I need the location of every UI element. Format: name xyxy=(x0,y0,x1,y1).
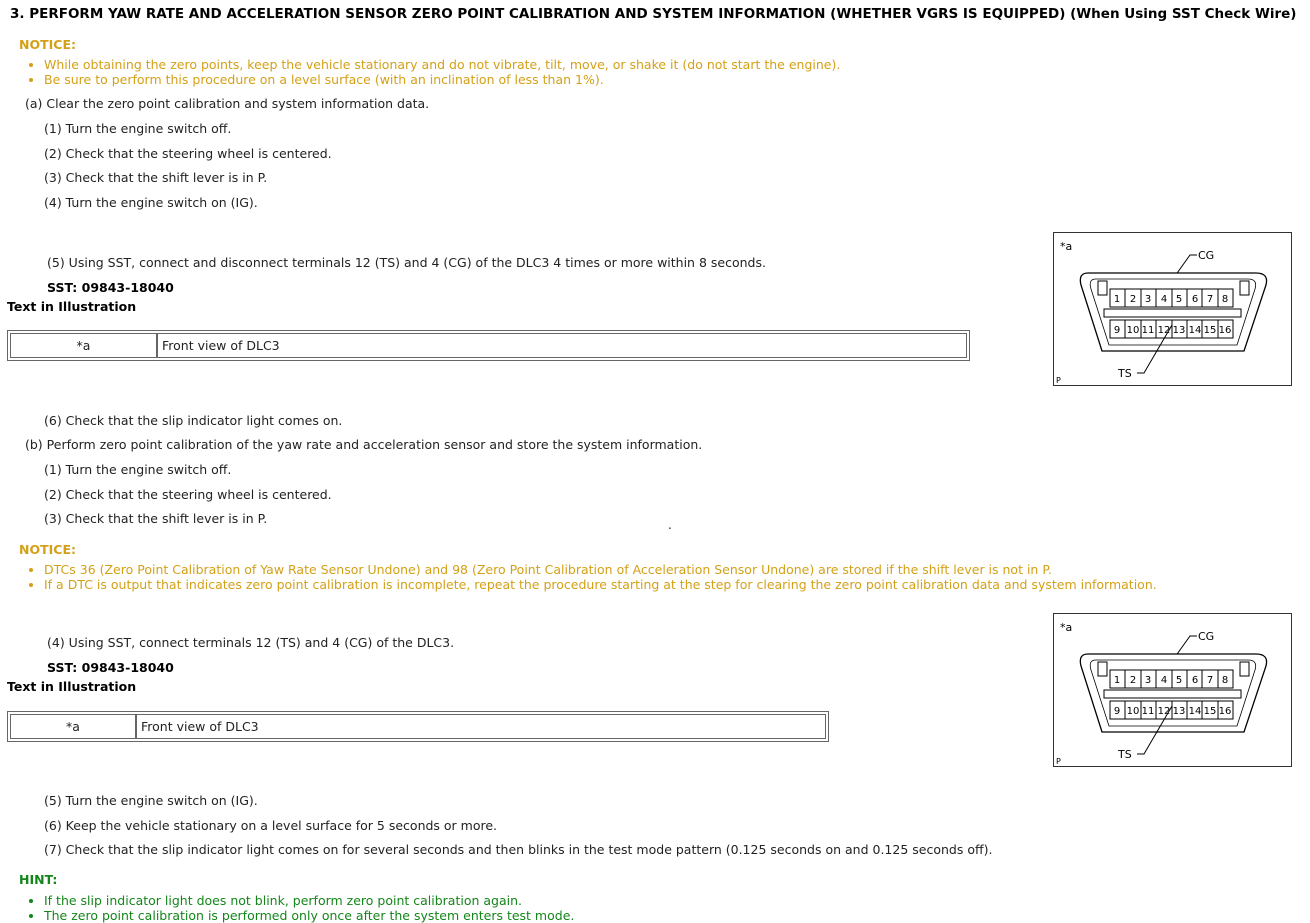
legend-key: *a xyxy=(10,714,136,739)
step-item: (4) Turn the engine switch on (IG). xyxy=(44,195,258,210)
notice-heading: NOTICE: xyxy=(19,37,76,52)
pin-label: 3 xyxy=(1144,675,1152,686)
pin-label: 16 xyxy=(1218,325,1232,336)
step-item: (1) Turn the engine switch off. xyxy=(44,462,232,477)
pin-label: 10 xyxy=(1126,325,1140,336)
pin-label: 14 xyxy=(1188,325,1202,336)
pin-label: 6 xyxy=(1191,294,1199,305)
step-item: (1) Turn the engine switch off. xyxy=(44,121,232,136)
pin-label: 6 xyxy=(1191,675,1199,686)
step-item: (7) Check that the slip indicator light comes on for several seconds and then blinks in the test mode pattern (0.125 seconds on and 0.125 seconds off). xyxy=(44,842,993,857)
step-item: (3) Check that the shift lever is in P. xyxy=(44,511,268,526)
legend-value: Front view of DLC3 xyxy=(157,333,967,358)
pin-label: 11 xyxy=(1141,706,1155,717)
illustration-legend-table xyxy=(7,711,829,742)
pin-label: 14 xyxy=(1188,706,1202,717)
figure-p-label: P xyxy=(1056,757,1061,766)
pin-label: 15 xyxy=(1203,706,1217,717)
sst-number: SST: 09843-18040 xyxy=(47,660,174,675)
notice-list xyxy=(19,57,840,87)
text-in-illustration-label: Text in Illustration xyxy=(7,299,137,314)
dlc3-connector-diagram xyxy=(1054,233,1291,385)
step-item: (2) Check that the steering wheel is centered. xyxy=(44,146,332,161)
pin-label: 12 xyxy=(1157,706,1171,717)
pin-label: 9 xyxy=(1113,706,1121,717)
pin-label: 8 xyxy=(1221,675,1229,686)
notice-heading: NOTICE: xyxy=(19,542,76,557)
pin-label: 1 xyxy=(1113,294,1121,305)
step-b-label: (b) Perform zero point calibration of the yaw rate and acceleration sensor and store the system information. xyxy=(25,437,703,452)
hint-list xyxy=(19,893,574,923)
legend-key: *a xyxy=(10,333,157,358)
notice-item: While obtaining the zero points, keep the vehicle stationary and do not vibrate, tilt, move, or shake it (do not start the engine). xyxy=(19,57,840,72)
pin-label: 7 xyxy=(1206,675,1214,686)
notice-item: Be sure to perform this procedure on a level surface (with an inclination of less than 1%). xyxy=(19,72,840,87)
illustration-legend-table xyxy=(7,330,970,361)
step-item: (2) Check that the steering wheel is centered. xyxy=(44,487,332,502)
dlc3-figure xyxy=(1053,613,1292,767)
pin-label: 13 xyxy=(1172,325,1186,336)
pin-label: 2 xyxy=(1129,675,1137,686)
pin-label: 13 xyxy=(1172,706,1186,717)
stray-dot: . xyxy=(668,518,672,532)
pin-label: 10 xyxy=(1126,706,1140,717)
pin-label: 11 xyxy=(1141,325,1155,336)
notice-list xyxy=(19,562,1157,592)
pin-label: 1 xyxy=(1113,675,1121,686)
notice-item: If a DTC is output that indicates zero point calibration is incomplete, repeat the procedure starting at the step for clearing the zero point calibration data and system information. xyxy=(19,577,1157,592)
figure-corner-label: *a xyxy=(1060,240,1073,253)
pin-label: 5 xyxy=(1175,675,1183,686)
pin-label: 3 xyxy=(1144,294,1152,305)
step-item: (6) Keep the vehicle stationary on a level surface for 5 seconds or more. xyxy=(44,818,498,833)
step-item: (3) Check that the shift lever is in P. xyxy=(44,170,268,185)
step-item: (5) Turn the engine switch on (IG). xyxy=(44,793,258,808)
cg-label: CG xyxy=(1198,630,1215,643)
notice-item: DTCs 36 (Zero Point Calibration of Yaw Rate Sensor Undone) and 98 (Zero Point Calibration of Acceleration Sensor Undone) are stored if the shift lever is not in P. xyxy=(19,562,1157,577)
ts-label: TS xyxy=(1118,367,1132,380)
legend-value: Front view of DLC3 xyxy=(136,714,826,739)
pin-label: 9 xyxy=(1113,325,1121,336)
pin-label: 8 xyxy=(1221,294,1229,305)
figure-corner-label: *a xyxy=(1060,621,1073,634)
dlc3-figure xyxy=(1053,232,1292,386)
hint-item: If the slip indicator light does not blink, perform zero point calibration again. xyxy=(19,893,574,908)
text-in-illustration-label: Text in Illustration xyxy=(7,679,137,694)
step-a-label: (a) Clear the zero point calibration and system information data. xyxy=(25,96,430,111)
pin-label: 12 xyxy=(1157,325,1171,336)
step-item: (4) Using SST, connect terminals 12 (TS) and 4 (CG) of the DLC3. xyxy=(47,635,455,650)
step-item: (6) Check that the slip indicator light comes on. xyxy=(44,413,343,428)
pin-label: 4 xyxy=(1160,675,1168,686)
step-item: (5) Using SST, connect and disconnect terminals 12 (TS) and 4 (CG) of the DLC3 4 times or more within 8 seconds. xyxy=(47,255,766,270)
sst-number: SST: 09843-18040 xyxy=(47,280,174,295)
page-title: 3. PERFORM YAW RATE AND ACCELERATION SENSOR ZERO POINT CALIBRATION AND SYSTEM INFORMATION (WHETHER VGRS IS EQUIPPED) (When Using SST Check Wire) xyxy=(10,6,1297,22)
dlc3-connector-diagram xyxy=(1054,614,1291,766)
figure-p-label: P xyxy=(1056,376,1061,385)
hint-heading: HINT: xyxy=(19,872,58,887)
pin-label: 15 xyxy=(1203,325,1217,336)
pin-label: 7 xyxy=(1206,294,1214,305)
hint-item: The zero point calibration is performed only once after the system enters test mode. xyxy=(19,908,574,923)
cg-label: CG xyxy=(1198,249,1215,262)
pin-label: 4 xyxy=(1160,294,1168,305)
ts-label: TS xyxy=(1118,748,1132,761)
pin-label: 16 xyxy=(1218,706,1232,717)
pin-label: 5 xyxy=(1175,294,1183,305)
pin-label: 2 xyxy=(1129,294,1137,305)
